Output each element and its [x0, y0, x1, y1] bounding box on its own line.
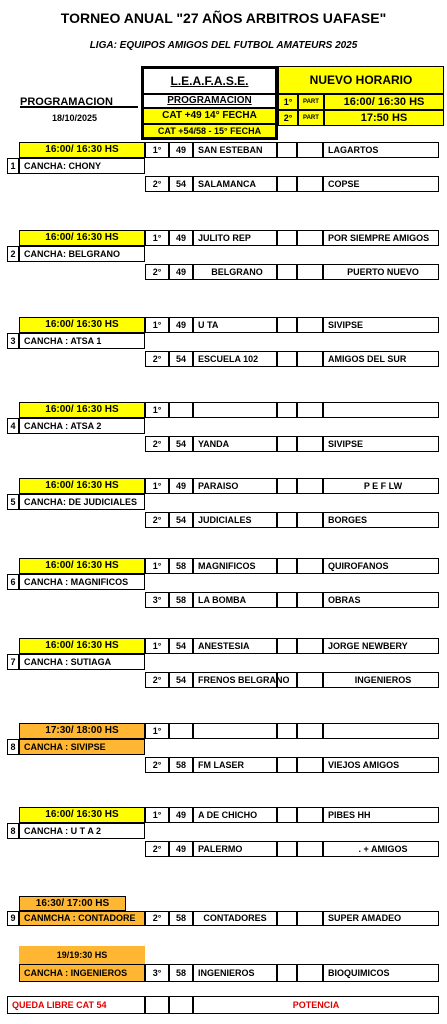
- match-category: 58: [169, 592, 193, 608]
- home-team: U TA: [193, 317, 277, 333]
- match-part: 1°: [145, 807, 169, 823]
- home-score: [277, 402, 297, 418]
- match-part: 2°: [145, 264, 169, 280]
- match-time: 16:30/ 17:00 HS: [19, 896, 126, 911]
- home-team: CONTADORES: [193, 911, 277, 926]
- home-team: LA BOMBA: [193, 592, 277, 608]
- match-block-10: [0, 940, 447, 986]
- away-score: [297, 478, 323, 494]
- match-time: 19/19:30 HS: [19, 946, 145, 964]
- away-team: JORGE NEWBERY: [323, 638, 439, 654]
- home-team: YANDA: [193, 436, 277, 452]
- match-time: 16:00/ 16:30 HS: [19, 402, 145, 418]
- nuevo-horario-label: NUEVO HORARIO: [278, 66, 444, 94]
- home-team: ANESTESIA: [193, 638, 277, 654]
- cancha-name: CANCHA : SUTIAGA: [19, 654, 145, 670]
- match-block-2: [0, 228, 447, 298]
- cancha-name: CANCHA: DE JUDICIALES: [19, 494, 145, 510]
- cancha-name: CANCHA : ATSA 1: [19, 333, 145, 349]
- cancha-index: 3: [7, 333, 19, 349]
- cancha-index: 5: [7, 494, 19, 510]
- match-part: 1°: [145, 230, 169, 246]
- match-category: 49: [169, 317, 193, 333]
- away-score: [297, 142, 323, 158]
- match-block-1: [0, 140, 447, 210]
- cancha-index: 6: [7, 574, 19, 590]
- home-score: [277, 478, 297, 494]
- match-part: 1°: [145, 723, 169, 739]
- match-part: 1°: [145, 478, 169, 494]
- cancha-name: CANCHA: BELGRANO: [19, 246, 145, 262]
- match-block-7: [0, 636, 447, 706]
- part-2-num: 2°: [278, 110, 298, 126]
- home-team: FM LASER: [193, 757, 277, 773]
- home-score: [277, 317, 297, 333]
- away-score: [297, 672, 323, 688]
- match-part: 2°: [145, 351, 169, 367]
- home-score: [277, 841, 297, 857]
- cancha-index: 9: [7, 911, 19, 926]
- home-team: SAN ESTEBAN: [193, 142, 277, 158]
- match-block-5: [0, 476, 447, 546]
- home-score: [277, 264, 297, 280]
- league-subtitle: LIGA: EQUIPOS AMIGOS DEL FUTBOL AMATEURS 2025: [89, 40, 358, 51]
- home-team: INGENIEROS: [193, 964, 277, 982]
- away-team: [323, 402, 439, 418]
- schedule-date: 18/10/2025: [52, 113, 98, 123]
- home-team: SALAMANCA: [193, 176, 277, 192]
- home-score: [277, 436, 297, 452]
- match-part: 2°: [145, 436, 169, 452]
- home-team: FRENOS BELGRANO: [193, 672, 277, 688]
- away-team: OBRAS: [323, 592, 439, 608]
- match-block-3: [0, 315, 447, 385]
- away-score: [297, 841, 323, 857]
- match-time: 16:00/ 16:30 HS: [19, 807, 145, 823]
- home-team: [193, 402, 277, 418]
- match-category: 54: [169, 176, 193, 192]
- match-category: 54: [169, 351, 193, 367]
- match-part: 3°: [145, 592, 169, 608]
- cancha-name: CANCHA : U T A 2: [19, 823, 145, 839]
- free-team-name: POTENCIA: [193, 996, 439, 1014]
- away-score: [297, 807, 323, 823]
- footer-part: [145, 996, 169, 1014]
- home-score: [277, 964, 297, 982]
- cancha-name: CANCHA: CHONY: [19, 158, 145, 174]
- home-team: A DE CHICHO: [193, 807, 277, 823]
- match-category: 49: [169, 841, 193, 857]
- home-team: JULITO REP: [193, 230, 277, 246]
- match-category: 49: [169, 478, 193, 494]
- home-team: BELGRANO: [193, 264, 277, 280]
- programacion-center: PROGRAMACION: [141, 94, 278, 108]
- away-team: QUIROFANOS: [323, 558, 439, 574]
- category-49-round: CAT +49 14° FECHA: [141, 108, 278, 124]
- match-part: 2°: [145, 911, 169, 926]
- match-time: 16:00/ 16:30 HS: [19, 317, 145, 333]
- match-part: 1°: [145, 142, 169, 158]
- away-score: [297, 558, 323, 574]
- match-time: 16:00/ 16:30 HS: [19, 558, 145, 574]
- match-part: 1°: [145, 558, 169, 574]
- cancha-name: CANCHA : ATSA 2: [19, 418, 145, 434]
- match-category: 58: [169, 964, 193, 982]
- cancha-index: 8: [7, 823, 19, 839]
- home-team: ESCUELA 102: [193, 351, 277, 367]
- cancha-index: 2: [7, 246, 19, 262]
- match-part: 1°: [145, 638, 169, 654]
- match-block-9: [0, 805, 447, 875]
- away-score: [297, 402, 323, 418]
- home-score: [277, 757, 297, 773]
- away-score: [297, 351, 323, 367]
- home-score: [277, 638, 297, 654]
- match-block-8: [0, 721, 447, 791]
- cancha-name: CANMCHA : CONTADORE: [19, 911, 145, 926]
- match-category: 58: [169, 757, 193, 773]
- home-score: [277, 512, 297, 528]
- home-team: PALERMO: [193, 841, 277, 857]
- away-score: [297, 512, 323, 528]
- home-score: [277, 351, 297, 367]
- away-team: INGENIEROS: [323, 672, 439, 688]
- match-category: 58: [169, 558, 193, 574]
- match-time: 16:00/ 16:30 HS: [19, 478, 145, 494]
- leafase-label: L.E.A.F.A.S.E.: [141, 66, 278, 94]
- away-score: [297, 757, 323, 773]
- match-time: 16:00/ 16:30 HS: [19, 638, 145, 654]
- away-team: [323, 723, 439, 739]
- cancha-index: 1: [7, 158, 19, 174]
- away-team: BIOQUIMICOS: [323, 964, 439, 982]
- match-time: 16:00/ 16:30 HS: [19, 142, 145, 158]
- match-category: 49: [169, 230, 193, 246]
- match-time: 16:00/ 16:30 HS: [19, 230, 145, 246]
- home-team: JUDICIALES: [193, 512, 277, 528]
- away-team: PIBES HH: [323, 807, 439, 823]
- away-team: SIVIPSE: [323, 317, 439, 333]
- page-title: TORNEO ANUAL "27 AÑOS ARBITROS UAFASE": [60, 10, 387, 26]
- away-score: [297, 723, 323, 739]
- part-2-time: 17:50 HS: [324, 110, 444, 126]
- cancha-index: 4: [7, 418, 19, 434]
- cancha-name: CANCHA : MAGNIFICOS: [19, 574, 145, 590]
- part-1-label: PART: [298, 94, 324, 110]
- away-team: . + AMIGOS: [323, 841, 439, 857]
- away-team: BORGES: [323, 512, 439, 528]
- match-part: 1°: [145, 317, 169, 333]
- home-score: [277, 176, 297, 192]
- away-score: [297, 230, 323, 246]
- match-block-6: [0, 556, 447, 626]
- cancha-name: CANCHA : INGENIEROS: [19, 964, 145, 982]
- footer-category: [169, 996, 193, 1014]
- home-team: MAGNIFICOS: [193, 558, 277, 574]
- match-category: 49: [169, 264, 193, 280]
- away-score: [297, 911, 323, 926]
- home-score: [277, 142, 297, 158]
- away-score: [297, 317, 323, 333]
- match-time: 17:30/ 18:00 HS: [19, 723, 145, 739]
- match-block-9: [0, 892, 447, 928]
- match-category: 49: [169, 807, 193, 823]
- home-score: [277, 672, 297, 688]
- home-score: [277, 807, 297, 823]
- home-score: [277, 558, 297, 574]
- match-category: [169, 402, 193, 418]
- part-2-label: PART: [298, 110, 324, 126]
- away-team: SIVIPSE: [323, 436, 439, 452]
- away-team: P E F LW: [323, 478, 439, 494]
- match-category: 54: [169, 436, 193, 452]
- match-part: 3°: [145, 964, 169, 982]
- cancha-index: 8: [7, 739, 19, 755]
- match-part: 2°: [145, 176, 169, 192]
- away-team: COPSE: [323, 176, 439, 192]
- match-category: 54: [169, 638, 193, 654]
- away-score: [297, 176, 323, 192]
- match-part: 1°: [145, 402, 169, 418]
- away-team: VIEJOS AMIGOS: [323, 757, 439, 773]
- part-1-num: 1°: [278, 94, 298, 110]
- away-score: [297, 592, 323, 608]
- match-category: 54: [169, 512, 193, 528]
- away-team: POR SIEMPRE AMIGOS: [323, 230, 439, 246]
- away-team: PUERTO NUEVO: [323, 264, 439, 280]
- cancha-name: CANCHA : SIVIPSE: [19, 739, 145, 755]
- free-team-note: QUEDA LIBRE CAT 54: [7, 996, 145, 1014]
- home-score: [277, 723, 297, 739]
- match-category: 54: [169, 672, 193, 688]
- home-score: [277, 592, 297, 608]
- home-score: [277, 911, 297, 926]
- part-1-time: 16:00/ 16:30 HS: [324, 94, 444, 110]
- cancha-index: 7: [7, 654, 19, 670]
- match-part: 2°: [145, 841, 169, 857]
- home-team: PARAISO: [193, 478, 277, 494]
- home-team: [193, 723, 277, 739]
- away-score: [297, 964, 323, 982]
- match-category: 58: [169, 911, 193, 926]
- home-score: [277, 230, 297, 246]
- away-score: [297, 264, 323, 280]
- footer-row: [0, 994, 447, 1018]
- match-part: 2°: [145, 512, 169, 528]
- match-category: [169, 723, 193, 739]
- category-54-58-round: CAT +54/58 - 15° FECHA: [141, 124, 278, 140]
- away-team: LAGARTOS: [323, 142, 439, 158]
- match-block-4: [0, 400, 447, 470]
- away-score: [297, 638, 323, 654]
- match-part: 2°: [145, 757, 169, 773]
- programacion-left: PROGRAMACION: [20, 96, 138, 108]
- match-part: 2°: [145, 672, 169, 688]
- away-score: [297, 436, 323, 452]
- match-category: 49: [169, 142, 193, 158]
- away-team: SUPER AMADEO: [323, 911, 439, 926]
- away-team: AMIGOS DEL SUR: [323, 351, 439, 367]
